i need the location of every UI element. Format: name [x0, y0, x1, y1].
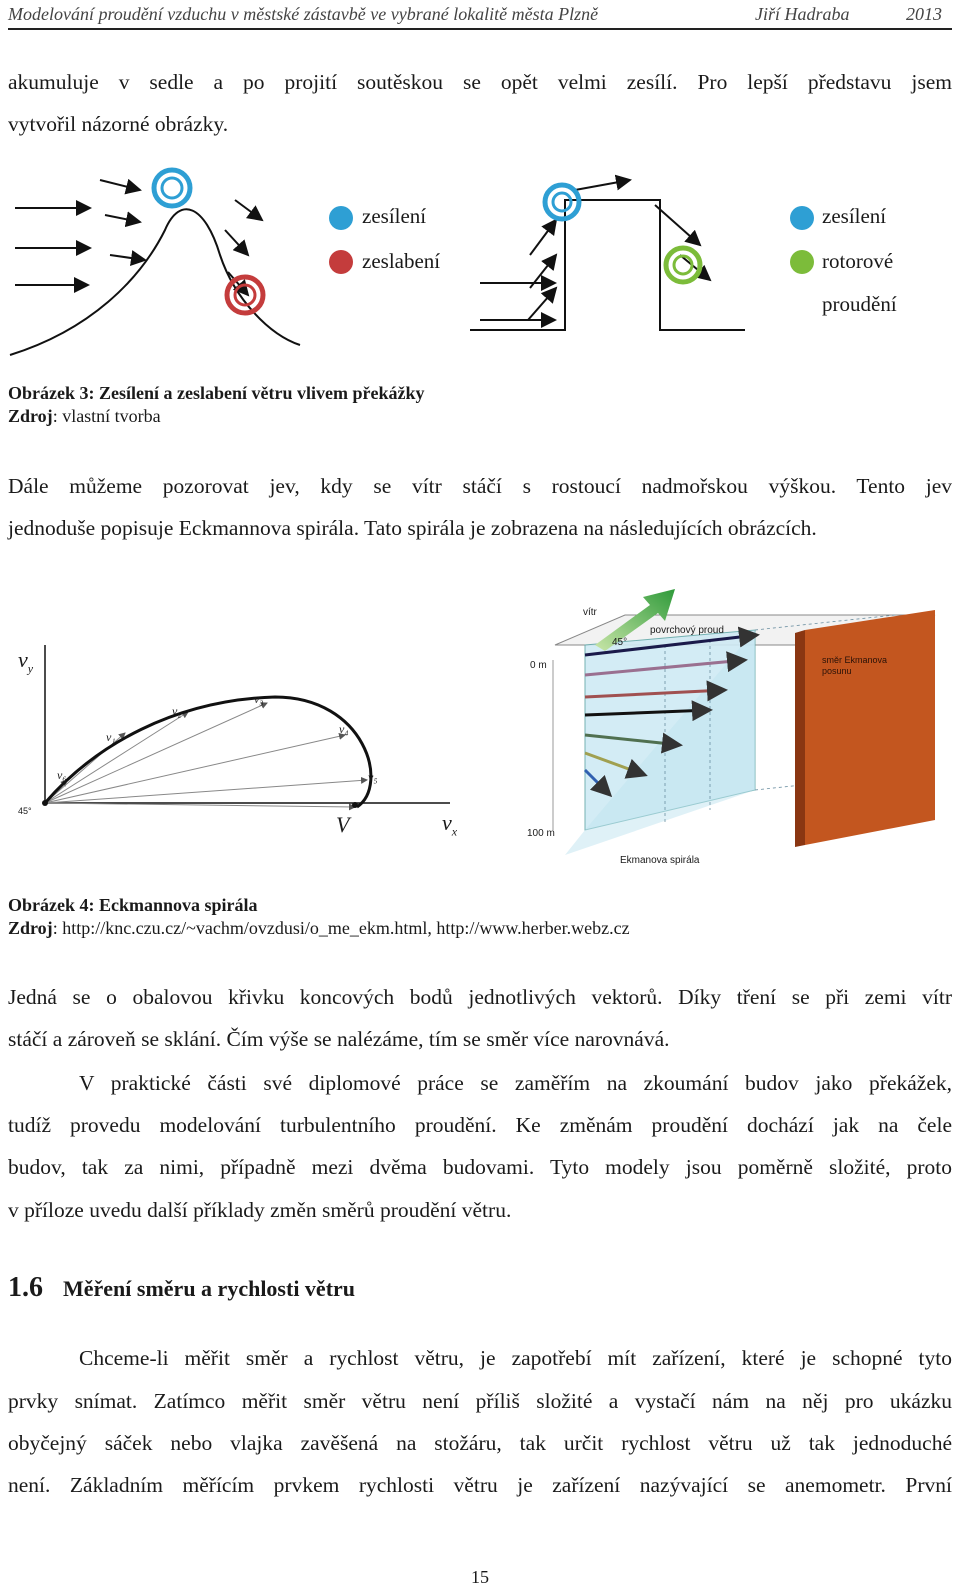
ekman-wind-label: vítr	[583, 607, 597, 618]
figure-4-ekman-3d	[515, 585, 945, 875]
figure-3-caption	[8, 382, 424, 428]
figure-4-source	[8, 917, 630, 940]
figure-3-illustration	[0, 160, 960, 365]
header-year: 2013	[906, 4, 942, 24]
para3-line-1: Jedná se o obalovou křivku koncových bodů jednotlivých vektorů. Díky tření se při zemi vítr	[8, 985, 952, 1009]
figure-3-source-text: : vlastní tvorba	[52, 406, 161, 426]
ekman-spiral-label: Ekmanova spirála	[620, 855, 700, 866]
building-diagram	[470, 180, 745, 330]
figure-4-caption-title: Obrázek 4: Eckmannova spirála	[8, 895, 258, 915]
figure-4-source-text: : http://knc.czu.cz/~vachm/ovzdusi/o_me_ekm.html, http://www.herber.webz.cz	[52, 918, 630, 938]
section-title: Měření směru a rychlosti větru	[63, 1276, 356, 1301]
axis-vx-label: $v_x$	[442, 810, 458, 839]
para5-line-1: Chceme-li měřit směr a rychlost větru, je zapotřebí mít zařízení, které je schopné tyto	[79, 1346, 952, 1370]
ekman-drift-label: směr Ekmanova posunu	[822, 655, 888, 676]
para3-line-2: stáčí a zároveň se sklání. Čím výše se nalézáme, tím se směr více narovnává.	[8, 1027, 670, 1051]
para5-line-3: obyčejný sáček nebo vlajka zavěšená na stožáru, tak určit rychlost větru už tak jednoduché	[8, 1431, 952, 1455]
vector-label-v5: v₅	[368, 770, 378, 784]
figure-4-caption	[8, 894, 630, 940]
vector-label-v6: v₆	[57, 768, 67, 782]
para4-line-3: budov, tak za nimi, případně mezi dvěma budovami. Tyto modely jsou poměrně složité, proto	[8, 1155, 952, 1179]
angle-label: 45°	[18, 806, 32, 816]
header-title: Modelování proudění vzduchu v městské zástavbě ve vybrané lokalitě města Plzně	[8, 4, 599, 24]
figure-3-source	[8, 405, 424, 428]
header-author: Jiří Hadraba	[755, 4, 850, 24]
end-vector-label: V	[336, 812, 350, 837]
legend-left	[329, 206, 353, 274]
para5-line-4: není. Základním měřícím prvkem rychlosti větru je zařízení nazývající se anemometr. První	[8, 1473, 952, 1497]
para2-line-2: jednoduše popisuje Eckmannova spirála. Tato spirála je zobrazena na následujících obrázcích.	[8, 516, 817, 540]
hill-diagram	[10, 170, 300, 355]
figure-3-caption-title: Obrázek 3: Zesílení a zeslabení větru vlivem překážky	[8, 383, 425, 403]
legend-left-zeslabeni: zeslabení	[362, 249, 441, 273]
intro-line-2: vytvořil názorné obrázky.	[8, 112, 229, 136]
intro-line-1: akumuluje v sedle a po projití soutěskou se opět velmi zesílí. Pro lepší představu jsem	[8, 70, 952, 94]
axis-vy-label: $v_y$	[18, 647, 34, 676]
ekman-surface-label: povrchový proud	[650, 625, 724, 636]
vector-label-v1: v₁	[106, 730, 116, 744]
section-heading	[8, 1272, 355, 1304]
vector-label-v3: v₃	[254, 692, 264, 706]
vector-label-v2: v₂	[172, 704, 182, 718]
vector-label-v4: v₄	[339, 722, 349, 736]
ekman-depth-top: 0 m	[530, 660, 547, 671]
legend-right	[790, 206, 814, 274]
para4-line-4: v příloze uvedu další příklady změn směrů proudění větru.	[8, 1198, 512, 1222]
figure-4-source-label: Zdroj	[8, 918, 53, 938]
figure-4-hodograph	[5, 635, 475, 845]
legend-left-zesileni: zesílení	[362, 204, 427, 228]
legend-right-rotorove: rotorové	[822, 249, 894, 273]
ekman-angle-label: 45°	[612, 637, 628, 648]
para2-line-1: Dále můžeme pozorovat jev, kdy se vítr stáčí s rostoucí nadmořskou výškou. Tento jev	[8, 474, 952, 498]
para4-line-1: V praktické části své diplomové práce se zaměřím na zkoumání budov jako překážek,	[79, 1071, 952, 1095]
figure-3-source-label: Zdroj	[8, 406, 53, 426]
legend-right-proudeni: proudění	[822, 292, 897, 316]
legend-right-zesileni: zesílení	[822, 204, 887, 228]
section-number: 1.6	[8, 1272, 43, 1303]
page-number: 15	[471, 1567, 489, 1587]
running-header	[8, 4, 952, 30]
ekman-depth-bottom: 100 m	[527, 828, 555, 839]
para4-line-2: tudíž provedu modelování turbulentního proudění. Ke změnám proudění dochází jak na čele	[8, 1113, 952, 1137]
para5-line-2: prvky snímat. Zatímco měřit směr větru není příliš složité a vystačí nám na něj pro ukázku	[8, 1389, 952, 1413]
